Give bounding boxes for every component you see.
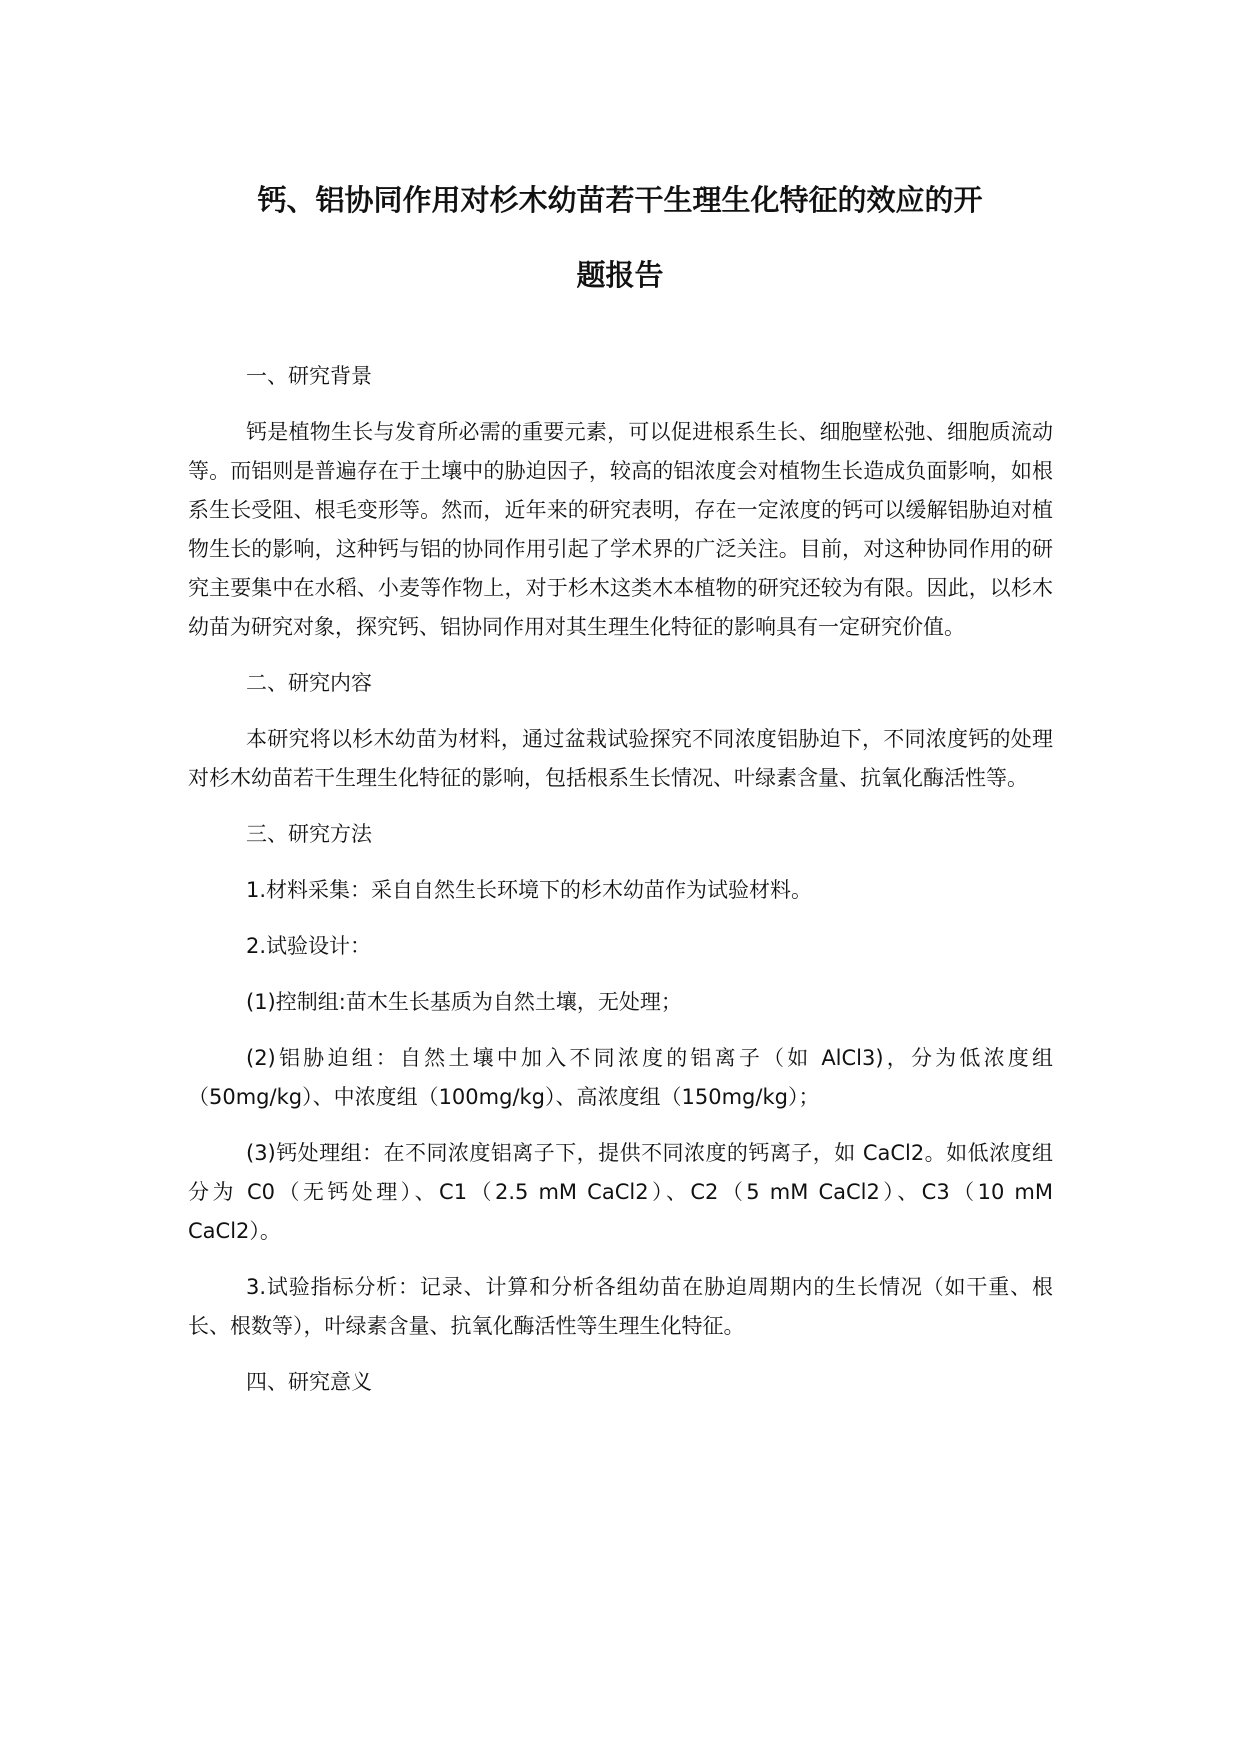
paragraph-content: 本研究将以杉木幼苗为材料，通过盆栽试验探究不同浓度铝胁迫下，不同浓度钙的处理对杉木幼苗若干生理生化特征的影响，包括根系生长情况、叶绿素含量、抗氧化酶活性等。 — [188, 727, 1053, 790]
method-subitem-control-group: (1)控制组:苗木生长基质为自然土壤，无处理； — [246, 990, 682, 1014]
method-item-experiment-design: 2.试验设计： — [246, 934, 372, 958]
method-item-material-collection: 1.材料采集：采自自然生长环境下的杉木幼苗作为试验材料。 — [246, 878, 813, 902]
paragraph-background: 钙是植物生长与发育所必需的重要元素，可以促进根系生长、细胞壁松弛、细胞质流动等。而铝则是普遍存在于土壤中的胁迫因子，较高的铝浓度会对植物生长造成负面影响，如根系生长受阻、根毛变形等。然而，近年来的研究表明，存在一定浓度的钙可以缓解铝胁迫对植物生长的影响，这种钙与铝的协同作用引起了学术界的广泛关注。目前，对这种协同作用的研究主要集中在水稻、小麦等作物上，对于杉木这类木本植物的研究还较为有限。因此，以杉木幼苗为研究对象，探究钙、铝协同作用对其生理生化特征的影响具有一定研究价值。 — [188, 420, 1053, 639]
section-heading-content: 二、研究内容 — [246, 671, 372, 695]
section-heading-significance: 四、研究意义 — [246, 1370, 372, 1394]
method-item-indicator-analysis: 3.试验指标分析：记录、计算和分析各组幼苗在胁迫周期内的生长情况（如干重、根长、根数等），叶绿素含量、抗氧化酶活性等生理生化特征。 — [188, 1275, 1053, 1338]
method-subitem-calcium-treatment-group: (3)钙处理组：在不同浓度铝离子下，提供不同浓度的钙离子，如 CaCl2。如低浓度组分为 C0（无钙处理）、C1（2.5 mM CaCl2）、C2（5 mM CaCl2）、C3（10 mM CaCl2）。 — [188, 1141, 1053, 1243]
section-heading-background: 一、研究背景 — [246, 364, 372, 388]
document-title-line-2: 题报告 — [576, 258, 664, 292]
document-title-line-1: 钙、铝协同作用对杉木幼苗若干生理生化特征的效应的开 — [257, 183, 983, 217]
section-heading-methods: 三、研究方法 — [246, 822, 372, 846]
document-body — [188, 357, 1053, 1402]
method-subitem-aluminum-stress-group: (2)铝胁迫组：自然土壤中加入不同浓度的铝离子（如 AlCl3)，分为低浓度组（50mg/kg）、中浓度组（100mg/kg）、高浓度组（150mg/kg）； — [188, 1046, 1053, 1109]
